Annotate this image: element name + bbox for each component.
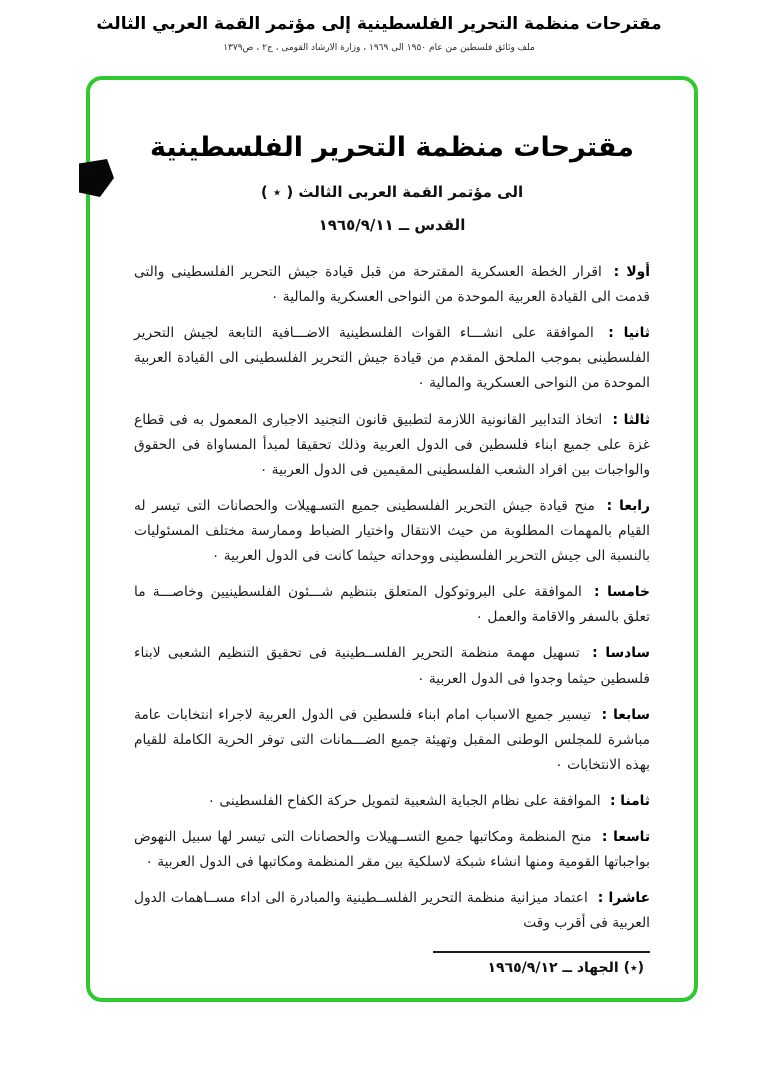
clause-item-2 [134,321,650,396]
clause-text: الموافقة على نظام الجباية الشعبية لتمويل حركة الكفاح الفلسطينى ٠ [207,792,601,809]
clause-label: ثالثا : [612,411,650,428]
clause-label: ثامنا : [609,792,650,809]
clause-text: اعتماد ميزانية منظمة التحرير الفلســطينية والمبادرة الى اداء مســاهمات الدول العربية فى أقرب وقت [134,890,650,932]
clause-item-3 [134,408,650,483]
clause-text: اقرار الخطة العسكرية المقترحة من قبل قيادة جيش التحرير الفلسطينى والتى قدمت الى القيادة العربية الموحدة من النواحى العسكرية والمالية ٠ [134,264,650,306]
clause-item-10 [134,886,650,936]
header-title: مقترحات منظمة التحرير الفلسطينية إلى مؤتمر القمة العربي الثالث [96,14,662,34]
clause-text: الموافقة على البروتوكول المتعلق بتنظيم شـــئون الفلسطينيين وخاصـــة ما تعلق بالسفر والاقامة والعمل ٠ [134,584,650,626]
scanned-document-frame [86,76,698,1002]
clause-label: رابعا : [606,497,650,514]
clause-label: ثانيا : [608,325,650,342]
clause-text: تيسير جميع الاسباب امام ابناء فلسطين فى الدول العربية لاجراء انتخابات عامة مباشرة للمجلس الوطنى المقبل وتهيئة جميع الضـــمانات التى توفر الحرية الكاملة للقيام بهذه الانتخابات ٠ [134,706,650,773]
clause-text: منح المنظمة ومكاتبها جميع التســهيلات والحصانات التى تيسر لها سبيل النهوض بواجباتها القومية ومنها انشاء شبكة لاسلكية بين مقر المنظمة ومكاتبها فى الدول العربية ٠ [134,829,650,871]
clause-item-4 [134,494,650,569]
document-body [134,260,650,937]
clause-text: اتخاذ التدابير القانونية اللازمة لتطبيق قانون التجنيد الاجبارى المعمول به فى قطاع غزة على جميع ابناء فلسطين فى الدول العربية وذلك تحقيقا لمبدأ المساواة فى الحقوق والواجبات بين افراد الشعب الفلسطينى المقيمين فى الدول العربية ٠ [134,411,650,478]
clause-text: الموافقة على انشـــاء القوات الفلسطينية الاضـــافية التابعة لجيش التحرير الفلسطينى بموجب الملحق المقدم من قيادة جيش التحرير الفلسطينى الى القيادة العربية الموحدة من النواحى العسكرية والمالية ٠ [134,325,650,392]
footnote: (٭) الجهاد ــ ١٩٦٥/٩/١٢ [487,959,644,976]
clause-item-8 [134,789,650,814]
clause-label: أولا : [613,264,650,280]
clause-item-9 [134,825,650,875]
clause-text: منح قيادة جيش التحرير الفلسطينى جميع التسـهيلات والحصانات التى تيسر له القيام بالمهمات المطلوبة من حيث الانتقال واختيار الضباط وممارسة مختلف المسئوليات بالنسبة الى جيش التحرير الفلسطينى ووحداته حيثما كانت فى الدول العربية ٠ [134,497,650,565]
clause-item-6 [134,641,650,691]
clause-label: سادسا : [592,645,650,662]
document-subtitle: الى مؤتمر القمة العربى الثالث ( ٭ ) [260,183,524,201]
page-header [0,14,758,53]
clause-label: سابعا : [601,706,650,723]
source-citation: ملف وثائق فلسطين من عام ١٩٥٠ الى ١٩٦٩ ، وزارة الارشاد القومى ، ج٢ ، ص١٣٧٩ [223,43,535,53]
clause-item-1 [134,260,650,310]
clause-label: خامسا : [594,584,650,601]
clause-label: تاسعا : [601,829,651,846]
document-dateline: القدس ــ ١٩٦٥/٩/١١ [318,216,466,234]
document-title: مقترحات منظمة التحرير الفلسطينية [149,132,635,163]
footnote-divider [433,951,650,953]
clause-item-7 [134,703,650,778]
clause-item-5 [134,580,650,630]
clause-label: عاشرا : [597,890,650,907]
clause-text: تسهيل مهمة منظمة التحرير الفلســطينية فى تحقيق التنظيم الشعبى لابناء فلسطين حيثما وجدوا فى الدول العربية ٠ [134,645,650,687]
